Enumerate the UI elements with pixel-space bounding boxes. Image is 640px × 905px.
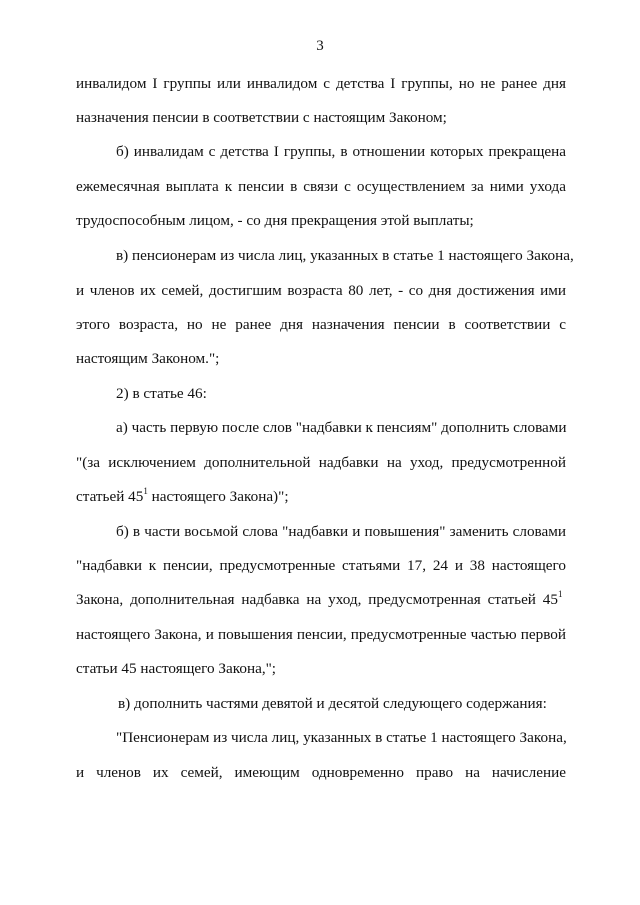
text-line: настоящим Законом.";: [76, 350, 220, 367]
text-line: 2) в статье 46:: [116, 385, 207, 402]
text-line: [76, 487, 566, 507]
text-fragment: статьей 45: [76, 488, 144, 505]
text-line: назначения пенсии в соответствии с настоящим Законом;: [76, 109, 447, 126]
text-line: и членов их семей, имеющим одновременно право на начисление: [76, 764, 566, 781]
text-line: а) часть первую после слов "надбавки к пенсиям" дополнить словами: [116, 419, 567, 436]
text-line: "надбавки к пенсии, предусмотренные статьями 17, 24 и 38 настоящего: [76, 557, 566, 574]
superscript: 1: [558, 589, 563, 599]
superscript: 1: [143, 486, 148, 496]
text-fragment: настоящего Закона)";: [147, 488, 289, 505]
text-line: "(за исключением дополнительной надбавки на уход, предусмотренной: [76, 454, 566, 471]
text-line: [76, 590, 566, 610]
text-line: б) в части восьмой слова "надбавки и повышения" заменить словами: [116, 523, 566, 540]
text-line: ежемесячная выплата к пенсии в связи с осуществлением за ними ухода: [76, 178, 566, 195]
text-line: трудоспособным лицом, - со дня прекращения этой выплаты;: [76, 212, 474, 229]
text-fragment: Закона, дополнительная надбавка на уход, предусмотренная статьей 45: [76, 591, 558, 608]
text-line: "Пенсионерам из числа лиц, указанных в статье 1 настоящего Закона,: [116, 729, 567, 746]
text-line: этого возраста, но не ранее дня назначения пенсии в соответствии с: [76, 316, 566, 333]
text-line: в) дополнить частями девятой и десятой следующего содержания:: [118, 695, 547, 712]
text-line: статьи 45 настоящего Закона,";: [76, 660, 277, 677]
page-number: 3: [316, 38, 324, 54]
text-line: в) пенсионерам из числа лиц, указанных в статье 1 настоящего Закона,: [116, 247, 574, 264]
text-line: б) инвалидам с детства I группы, в отношении которых прекращена: [116, 143, 566, 160]
text-line: настоящего Закона, и повышения пенсии, предусмотренные частью первой: [76, 626, 566, 643]
text-line: и членов их семей, достигшим возраста 80 лет, - со дня достижения ими: [76, 282, 566, 299]
text-line: инвалидом I группы или инвалидом с детства I группы, но не ранее дня: [76, 75, 566, 92]
